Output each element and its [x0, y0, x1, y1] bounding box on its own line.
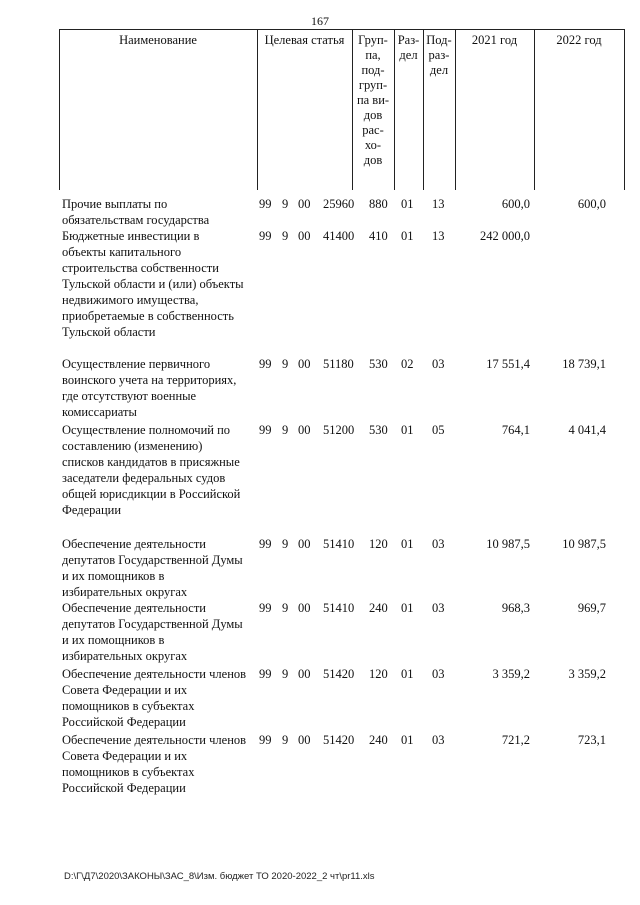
section-code: 01 — [401, 601, 414, 615]
header-target: Целевая статья — [264, 33, 345, 47]
target-code-2: 9 — [282, 537, 289, 551]
header-group-line: хо- — [364, 138, 382, 152]
target-code-4: 51180 — [323, 357, 354, 371]
row-name-line: комиссариаты — [62, 405, 137, 419]
row-name — [62, 666, 258, 730]
row-name-line: Обеспечение деятельности — [62, 601, 207, 615]
target-code-2: 9 — [282, 667, 289, 681]
target-code-3: 00 — [298, 601, 311, 615]
row-name-line: Тульской области — [62, 325, 156, 339]
target-code-2: 9 — [282, 423, 289, 437]
row-name-line: избирательных округах — [62, 649, 188, 663]
row-name — [62, 228, 258, 340]
expense-group: 240 — [369, 733, 388, 747]
row-name-line: Бюджетные инвестиции в — [62, 229, 200, 243]
section-code: 01 — [401, 229, 414, 243]
row-name — [62, 536, 258, 600]
row-name-line: Обеспечение деятельности членов — [62, 667, 247, 681]
target-code-3: 00 — [298, 667, 311, 681]
row-name-line: недвижимого имущества, — [62, 293, 199, 307]
amount-2022: 969,7 — [577, 601, 606, 615]
header-group-line: дов — [363, 153, 383, 167]
target-code-3: 00 — [298, 197, 311, 211]
row-name-line: где отсутствуют военные — [62, 389, 197, 403]
target-code-2: 9 — [282, 197, 289, 211]
header-group-line: па, — [365, 48, 381, 62]
header-group-line: Груп- — [358, 33, 388, 47]
target-code-1: 99 — [259, 601, 272, 615]
target-code-2: 9 — [282, 733, 289, 747]
amount-2021: 242 000,0 — [480, 229, 530, 243]
header-group-line: дов — [363, 108, 383, 122]
target-code-4: 51420 — [323, 667, 355, 681]
header-group-line: груп- — [358, 78, 388, 92]
row-name-line: Обеспечение деятельности — [62, 537, 207, 551]
row-name-line: Федерации — [62, 503, 122, 517]
subsection-code: 13 — [432, 229, 445, 243]
row-name-line: Совета Федерации и их — [62, 749, 188, 763]
row-name-line: Российской Федерации — [62, 715, 186, 729]
expense-group: 530 — [369, 357, 388, 371]
row-name-line: помощников в субъектах — [62, 765, 195, 779]
header-subsection-line: раз- — [428, 48, 450, 62]
header-year-2022: 2022 год — [556, 33, 602, 47]
section-code: 01 — [401, 197, 414, 211]
section-code: 01 — [401, 423, 414, 437]
target-code-4: 41400 — [323, 229, 355, 243]
row-name-line: депутатов Государственной Думы — [62, 617, 243, 631]
target-code-2: 9 — [282, 229, 289, 243]
section-code: 01 — [401, 537, 414, 551]
header-group-line: па ви- — [356, 93, 390, 107]
row-name-line: воинского учета на территориях, — [62, 373, 237, 387]
target-code-4: 51410 — [323, 537, 355, 551]
amount-2021: 968,3 — [501, 601, 530, 615]
amount-2021: 3 359,2 — [492, 667, 530, 681]
header-section — [394, 33, 423, 63]
row-name-line: Осуществление полномочий по — [62, 423, 231, 437]
amount-2021: 764,1 — [501, 423, 530, 437]
header-subsection-line: дел — [429, 63, 449, 77]
row-name-line: помощников в субъектах — [62, 699, 195, 713]
row-name-line: заседатели федеральных судов — [62, 471, 226, 485]
page-number: 167 — [311, 14, 329, 28]
target-code-3: 00 — [298, 537, 311, 551]
amount-2022: 4 041,4 — [568, 423, 606, 437]
amount-2021: 600,0 — [501, 197, 530, 211]
subsection-code: 03 — [432, 667, 445, 681]
row-name-line: Совета Федерации и их — [62, 683, 188, 697]
row-name-line: строительства собственности — [62, 261, 219, 275]
table-header — [59, 29, 625, 190]
amount-2021: 10 987,5 — [486, 537, 530, 551]
row-name-line: общей юрисдикции в Российской — [62, 487, 241, 501]
subsection-code: 03 — [432, 601, 445, 615]
row-name-line: Осуществление первичного — [62, 357, 211, 371]
target-code-1: 99 — [259, 357, 272, 371]
target-code-3: 00 — [298, 357, 311, 371]
row-name-line: объекты капитального — [62, 245, 182, 259]
amount-2021: 721,2 — [501, 733, 530, 747]
section-code: 02 — [401, 357, 414, 371]
row-name — [62, 732, 258, 796]
target-code-1: 99 — [259, 537, 272, 551]
expense-group: 530 — [369, 423, 388, 437]
amount-2022: 10 987,5 — [562, 537, 606, 551]
section-code: 01 — [401, 667, 414, 681]
header-section-line: Раз- — [397, 33, 420, 47]
target-code-1: 99 — [259, 733, 272, 747]
expense-group: 120 — [369, 537, 388, 551]
target-code-1: 99 — [259, 667, 272, 681]
expense-group: 880 — [369, 197, 388, 211]
header-group-line: рас- — [362, 123, 384, 137]
subsection-code: 03 — [432, 537, 445, 551]
target-code-1: 99 — [259, 197, 272, 211]
target-code-4: 51200 — [323, 423, 355, 437]
row-name — [62, 356, 258, 420]
expense-group: 240 — [369, 601, 388, 615]
row-name-line: Обеспечение деятельности членов — [62, 733, 247, 747]
row-name-line: составлению (изменению) — [62, 439, 203, 453]
amount-2022: 723,1 — [577, 733, 606, 747]
target-code-4: 51410 — [323, 601, 355, 615]
header-year-2021: 2021 год — [471, 33, 518, 47]
amount-2022: 600,0 — [577, 197, 606, 211]
expense-group: 410 — [369, 229, 388, 243]
row-name-line: и их помощников в — [62, 633, 165, 647]
target-code-4: 51420 — [323, 733, 355, 747]
amount-2022: 3 359,2 — [568, 667, 606, 681]
row-name-line: депутатов Государственной Думы — [62, 553, 243, 567]
target-code-3: 00 — [298, 733, 311, 747]
row-name — [62, 600, 258, 664]
header-group — [352, 33, 394, 168]
target-code-4: 25960 — [323, 197, 355, 211]
header-section-line: дел — [399, 48, 418, 62]
target-code-2: 9 — [282, 357, 289, 371]
row-name — [62, 196, 258, 228]
row-name-line: Российской Федерации — [62, 781, 186, 795]
row-name-line: списков кандидатов в присяжные — [62, 455, 240, 469]
target-code-3: 00 — [298, 423, 311, 437]
header-name: Наименование — [119, 33, 197, 47]
subsection-code: 05 — [432, 423, 445, 437]
header-group-line: под- — [361, 63, 385, 77]
subsection-code: 13 — [432, 197, 445, 211]
target-code-1: 99 — [259, 229, 272, 243]
row-name-line: обязательствам государства — [62, 213, 210, 227]
row-name — [62, 422, 258, 518]
target-code-1: 99 — [259, 423, 272, 437]
row-name-line: приобретаемые в собственность — [62, 309, 234, 323]
subsection-code: 03 — [432, 357, 445, 371]
expense-group: 120 — [369, 667, 388, 681]
header-subsection — [423, 33, 455, 78]
subsection-code: 03 — [432, 733, 445, 747]
file-path-footer: D:\Г\Д7\2020\ЗАКОНЫ\ЗАС_8\Изм. бюджет ТО 2020-2022_2 чт\pr11.xls — [64, 871, 375, 882]
row-name-line: и их помощников в — [62, 569, 165, 583]
header-subsection-line: Под- — [426, 33, 452, 47]
row-name-line: Тульской области и (или) объекты — [62, 277, 244, 291]
amount-2021: 17 551,4 — [486, 357, 530, 371]
target-code-2: 9 — [282, 601, 289, 615]
row-name-line: избирательных округах — [62, 585, 188, 599]
section-code: 01 — [401, 733, 414, 747]
target-code-3: 00 — [298, 229, 311, 243]
row-name-line: Прочие выплаты по — [62, 197, 168, 211]
amount-2022: 18 739,1 — [562, 357, 606, 371]
